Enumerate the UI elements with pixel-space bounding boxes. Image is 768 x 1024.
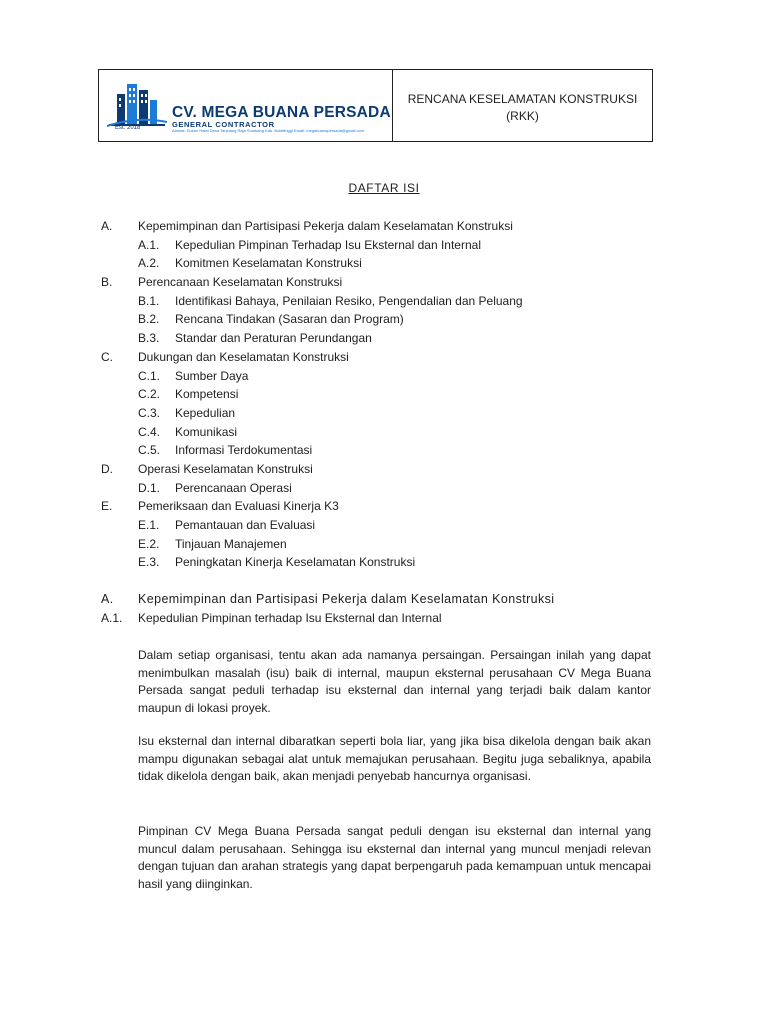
toc-item-label: Peningkatan Kinerja Keselamatan Konstruksi [175, 555, 416, 570]
toc-item [101, 404, 661, 423]
toc-item-label: Operasi Keselamatan Konstruksi [138, 461, 313, 476]
toc-item [101, 367, 661, 386]
toc-item-code: C.1. [138, 368, 161, 383]
toc-item [101, 479, 661, 498]
toc-item [101, 441, 661, 460]
building-logo-icon [107, 80, 167, 128]
company-address: Alamat: Dusun Halat Desa Tanjuang Raja Sumbang Kab. Bukittinggi Email: megabuanapersada@gmail.com [172, 128, 365, 133]
toc-item-code: C.2. [138, 387, 161, 402]
toc-item [101, 385, 661, 404]
toc-item [101, 217, 661, 236]
toc-item-code: B.2. [138, 312, 160, 327]
toc-item-label: Kompetensi [175, 387, 239, 402]
toc-item-label: Rencana Tindakan (Sasaran dan Program) [175, 312, 404, 327]
document-abbreviation: (RKK) [506, 108, 539, 123]
toc-item-code: C.4. [138, 424, 161, 439]
toc-heading [0, 181, 768, 195]
toc-item-label: Kepemimpinan dan Partisipasi Pekerja dalam Keselamatan Konstruksi [138, 219, 513, 233]
toc-heading-text: DAFTAR ISI [348, 181, 420, 195]
toc-item-label: Perencanaan Operasi [175, 480, 292, 495]
toc-item [101, 273, 661, 292]
toc-item-label: Komitmen Keselamatan Konstruksi [175, 256, 362, 271]
paragraph-2: Isu eksternal dan internal dibaratkan seperti bola liar, yang jika bisa dikelola dengan baik akan mampu digunakan sebagai alat untuk memajukan perusahaan. Begitu juga sebaliknya, apabila tidak dikelola dengan baik, akan menjadi penyebab hancurnya organisasi. [138, 734, 651, 783]
toc-item [101, 236, 661, 255]
toc-item-code: E. [101, 499, 113, 514]
document-title-block [393, 70, 652, 141]
toc-item [101, 516, 661, 535]
company-logo-block [99, 70, 393, 141]
toc-item [101, 292, 661, 311]
toc-item-code: C. [101, 349, 113, 364]
toc-item-label: Sumber Daya [175, 368, 249, 383]
toc-item-label: Pemeriksaan dan Evaluasi Kinerja K3 [138, 499, 339, 514]
document-title: RENCANA KESELAMATAN KONSTRUKSI [407, 91, 638, 106]
toc-item-label: Dukungan dan Keselamatan Konstruksi [138, 349, 349, 364]
toc-item [101, 310, 661, 329]
toc-item [101, 254, 661, 273]
toc-item-code: A.1. [138, 237, 160, 252]
toc-item-code: A.2. [138, 256, 160, 271]
toc-item-code: D.1. [138, 480, 161, 495]
toc-item-label: Kepedulian [175, 405, 236, 420]
toc-item-label: Informasi Terdokumentasi [175, 443, 313, 458]
toc-item-label: Identifikasi Bahaya, Penilaian Resiko, Pengendalian dan Peluang [175, 293, 523, 308]
toc-item-label: Standar dan Peraturan Perundangan [175, 331, 372, 346]
toc-item [101, 535, 661, 554]
toc-item-code: B. [101, 275, 113, 290]
subsection-title: Kepedulian Pimpinan terhadap Isu Eksternal dan Internal [138, 611, 442, 625]
company-name: CV. MEGA BUANA PERSADA [172, 104, 391, 121]
toc-item-code: E.2. [138, 536, 160, 551]
toc-item [101, 497, 661, 516]
toc-item-code: A. [101, 219, 113, 233]
toc-item-code: C.5. [138, 443, 161, 458]
established-tag: Est. 2018 [115, 125, 141, 131]
toc-item [101, 329, 661, 348]
toc-item-label: Tinjauan Manajemen [175, 536, 287, 551]
toc-item-code: D. [101, 461, 113, 476]
toc-item-label: Pemantauan dan Evaluasi [175, 518, 316, 532]
toc-item-label: Perencanaan Keselamatan Konstruksi [138, 275, 343, 290]
document-header [98, 69, 653, 142]
toc-item-code: B.3. [138, 331, 160, 346]
company-subtitle: GENERAL CONTRACTOR [172, 120, 275, 129]
section-title: Kepemimpinan dan Partisipasi Pekerja dalam Keselamatan Konstruksi [138, 592, 555, 606]
toc-item-label: Kepedulian Pimpinan Terhadap Isu Eksternal dan Internal [175, 237, 481, 252]
section-code: A. [101, 592, 114, 606]
toc-item [101, 460, 661, 479]
toc-item-code: E.3. [138, 555, 160, 570]
paragraph-3: Pimpinan CV Mega Buana Persada sangat peduli dengan isu eksternal dan internal yang muncul dalam perusahaan. Sehingga isu eksternal dan internal yang muncul menjadi relevan dengan tujuan dan arahan strategis yang dapat berpengaruh pada kemampuan untuk mencapai hasil yang diinginkan. [138, 824, 651, 891]
toc-item-code: C.3. [138, 405, 161, 420]
table-of-contents [101, 217, 661, 572]
subsection-code: A.1. [101, 611, 123, 625]
toc-item [101, 348, 661, 367]
toc-item [101, 553, 661, 572]
toc-item [101, 423, 661, 442]
paragraph-1: Dalam setiap organisasi, tentu akan ada namanya persaingan. Persaingan inilah yang dapat menimbulkan masalah (isu) baik di internal, maupun eksternal perusahaan CV Mega Buana Persada sangat peduli terhadap isu eksternal dan internal yang terjadi baik dalam kantor maupun di lokasi proyek. [138, 648, 651, 715]
toc-item-label: Komunikasi [175, 424, 238, 439]
toc-item-code: B.1. [138, 293, 160, 308]
toc-item-code: E.1. [138, 518, 160, 532]
